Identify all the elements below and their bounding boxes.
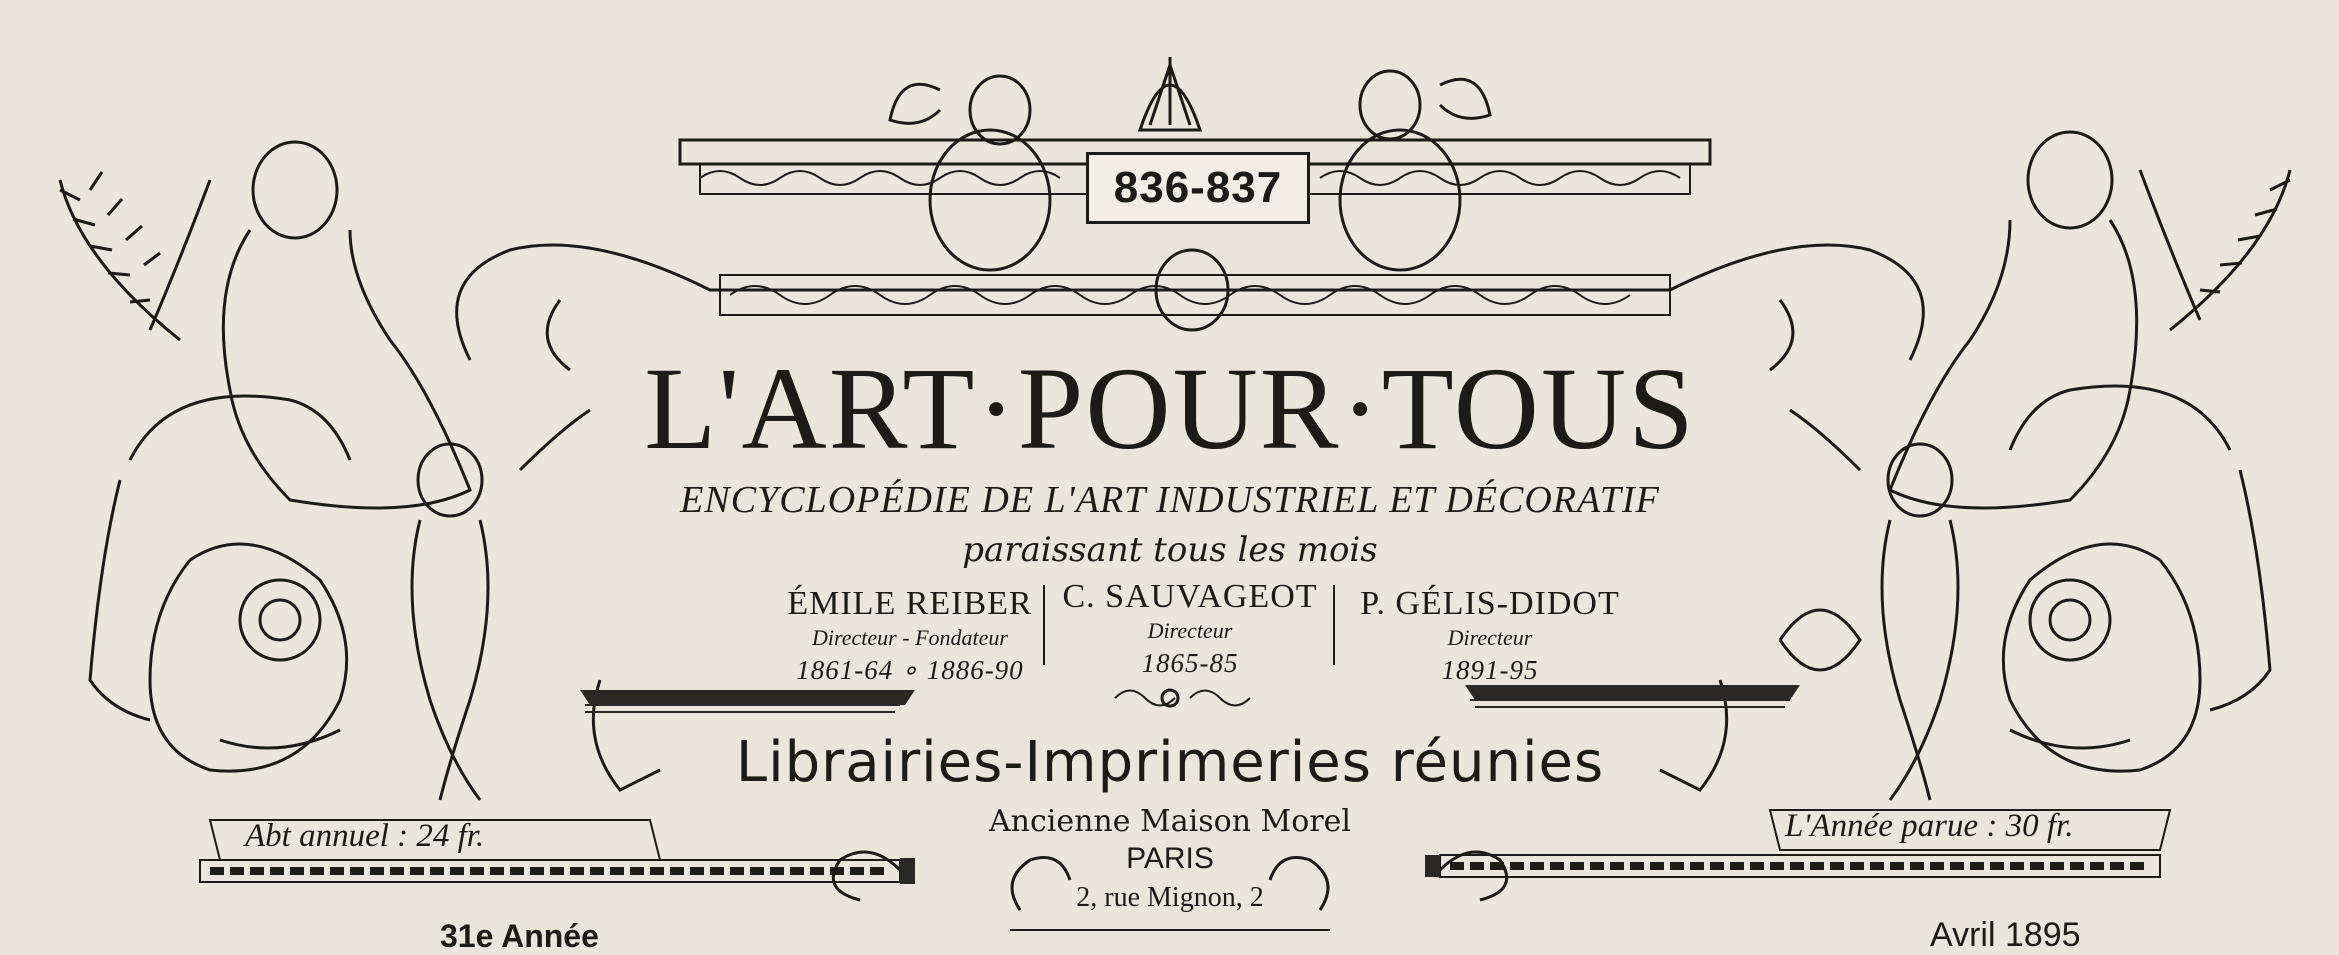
issue-number-box: [1086, 152, 1310, 224]
director-name: ÉMILE REIBER: [787, 585, 1033, 622]
publisher-city: PARIS: [1126, 842, 1214, 875]
director-name: C. SAUVAGEOT: [1062, 578, 1318, 615]
director-reiber: [760, 585, 1060, 686]
volume-year: 31e Année: [440, 918, 599, 954]
annual-subscription: Abt annuel : 24 fr.: [245, 818, 485, 854]
publisher-address: 2, rue Mignon, 2: [1076, 882, 1264, 913]
director-role: Directeur: [1447, 625, 1533, 650]
director-divider: [1043, 585, 1045, 665]
director-dates: 1865-85: [1141, 648, 1239, 678]
director-sauvageot: [1060, 578, 1320, 679]
director-gelis-didot: [1340, 585, 1640, 686]
director-role: Directeur: [1147, 618, 1233, 643]
masthead-subtitle: ENCYCLOPÉDIE DE L'ART INDUSTRIEL ET DÉCORATIF: [680, 479, 1660, 521]
past-year-price: L'Année parue : 30 fr.: [1785, 808, 2074, 844]
director-dates: 1891-95: [1441, 655, 1539, 685]
masthead-title: L'ART·POUR·TOUS: [644, 343, 1696, 474]
publisher-name: Librairies-Imprimeries réunies: [735, 730, 1605, 795]
director-divider: [1333, 585, 1335, 665]
issue-numbers: 836-837: [1113, 163, 1283, 212]
director-role: Directeur - Fondateur: [812, 625, 1008, 650]
director-name: P. GÉLIS-DIDOT: [1360, 585, 1620, 622]
director-dates: 1861-64 ∘ 1886-90: [796, 655, 1024, 685]
masthead-tagline: paraissant tous les mois: [962, 530, 1378, 570]
issue-date: Avril 1895: [1930, 916, 2081, 954]
publisher-former: Ancienne Maison Morel: [988, 804, 1352, 839]
